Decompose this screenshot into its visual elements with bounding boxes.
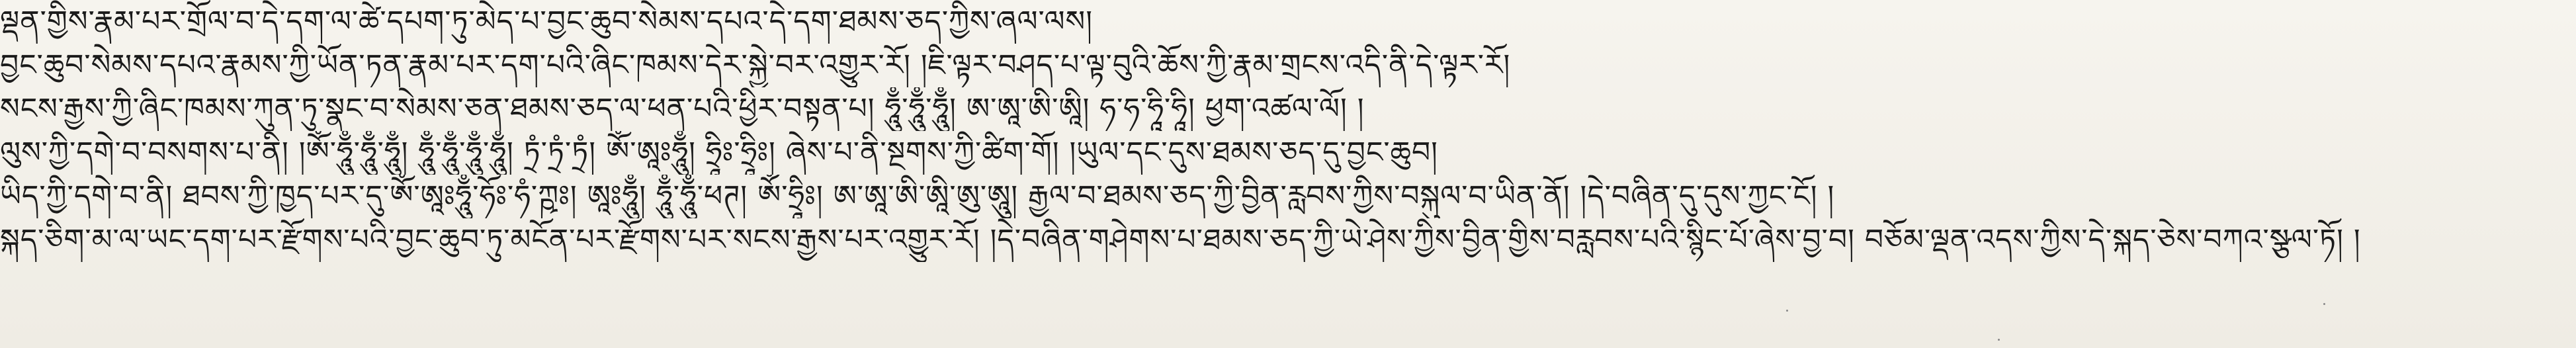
text-line-4: ལུས་ཀྱི་དགེ་བ་བསགས་པ་ནི། །ཨོཾ་ཧཱུྃ་ཧཱུྃ་ཧཱུྃ། ཧཱུྃ་ཧཱུྃ་ཧཱུྃ་ཧཱུྃ། ཏྲཾ་ཏྲཾ་ཏྲཾ། ཨོཾ་ཨཱཿཧཱུྃ། ཧྲཱིཿ་ཧྲཱིཿ། ཞེས་པ་ནི་སྔགས་ཀྱི་ཚིག་གོ། །ཡུལ་དང་དུས་ཐམས་ཅད་དུ་བྱང་ཆུབ། xyxy=(0,136,1438,169)
text-line-1: ལྡན་གྱིས་རྣམ་པར་གྲོལ་བ་དེ་དག་ལ་ཚེ་དཔག་ཏུ་མེད་པ་བྱང་ཆུབ་སེམས་དཔའ་དེ་དག་ཐམས་ཅད་ཀྱིས་ཞལ་ལས། xyxy=(0,5,1093,38)
paper-speck xyxy=(2323,303,2325,305)
paper-speck xyxy=(1998,339,2000,341)
text-line-2: བྱང་ཆུབ་སེམས་དཔའ་རྣམས་ཀྱི་ཡོན་ཏན་རྣམ་པར་དག་པའི་ཞིང་ཁམས་དེར་སྐྱེ་བར་འགྱུར་རོ། །ཇི་ལྟར་བཤད་པ་ལྟ་བུའི་ཆོས་ཀྱི་རྣམ་གྲངས་འདི་ནི་དེ་ལྟར་རོ། xyxy=(0,48,1511,82)
text-line-3: སངས་རྒྱས་ཀྱི་ཞིང་ཁམས་ཀུན་ཏུ་སྣང་བ་སེམས་ཅན་ཐམས་ཅད་ལ་ཕན་པའི་ཕྱིར་བསྟན་པ། ཧཱུྃ་ཧཱུྃ་ཧཱུྃ། ཨ་ཨཱ་ཨི་ཨཱི། ཧ་ཧ་ཧཱི་ཧཱི། ཕྱག་འཚལ་ལོ། ། xyxy=(0,92,1365,126)
text-line-6: སྐད་ཅིག་མ་ལ་ཡང་དག་པར་རྫོགས་པའི་བྱང་ཆུབ་ཏུ་མངོན་པར་རྫོགས་པར་སངས་རྒྱས་པར་འགྱུར་རོ། །དེ་བཞིན་གཤེགས་པ་ཐམས་ཅད་ཀྱི་ཡེ་ཤེས་ཀྱིས་བྱིན་གྱིས་བརླབས་པའི་སྙིང་པོ་ཞེས་བྱ་བ། བཅོམ་ལྡན་འདས་ཀྱིས་དེ་སྐད་ཅེས་བཀའ་སྩལ་ཏོ། ། xyxy=(0,223,2361,257)
text-line-5: ཡིད་ཀྱི་དགེ་བ་ནི། ཐབས་ཀྱི་ཁྱད་པར་དུ་ཨོཾ་ཨཱཿཧཱུྃ་ཧོཿ་ཧཾ་ཀྵཿ། ཨཱཿཧཱུྃ། ཧཱུྃ་ཧཱུྃ་ཕཊ། ཨོཾ་ཧྲཱིཿ། ཨ་ཨཱ་ཨི་ཨཱི་ཨུ་ཨཱུ། རྒྱལ་བ་ཐམས་ཅད་ཀྱི་བྱིན་རླབས་ཀྱིས་བསྐུལ་བ་ཡིན་ནོ། །དེ་བཞིན་དུ་དུས་ཀྱང་ངོ། ། xyxy=(0,179,1835,213)
paper-speck xyxy=(1786,310,1788,312)
